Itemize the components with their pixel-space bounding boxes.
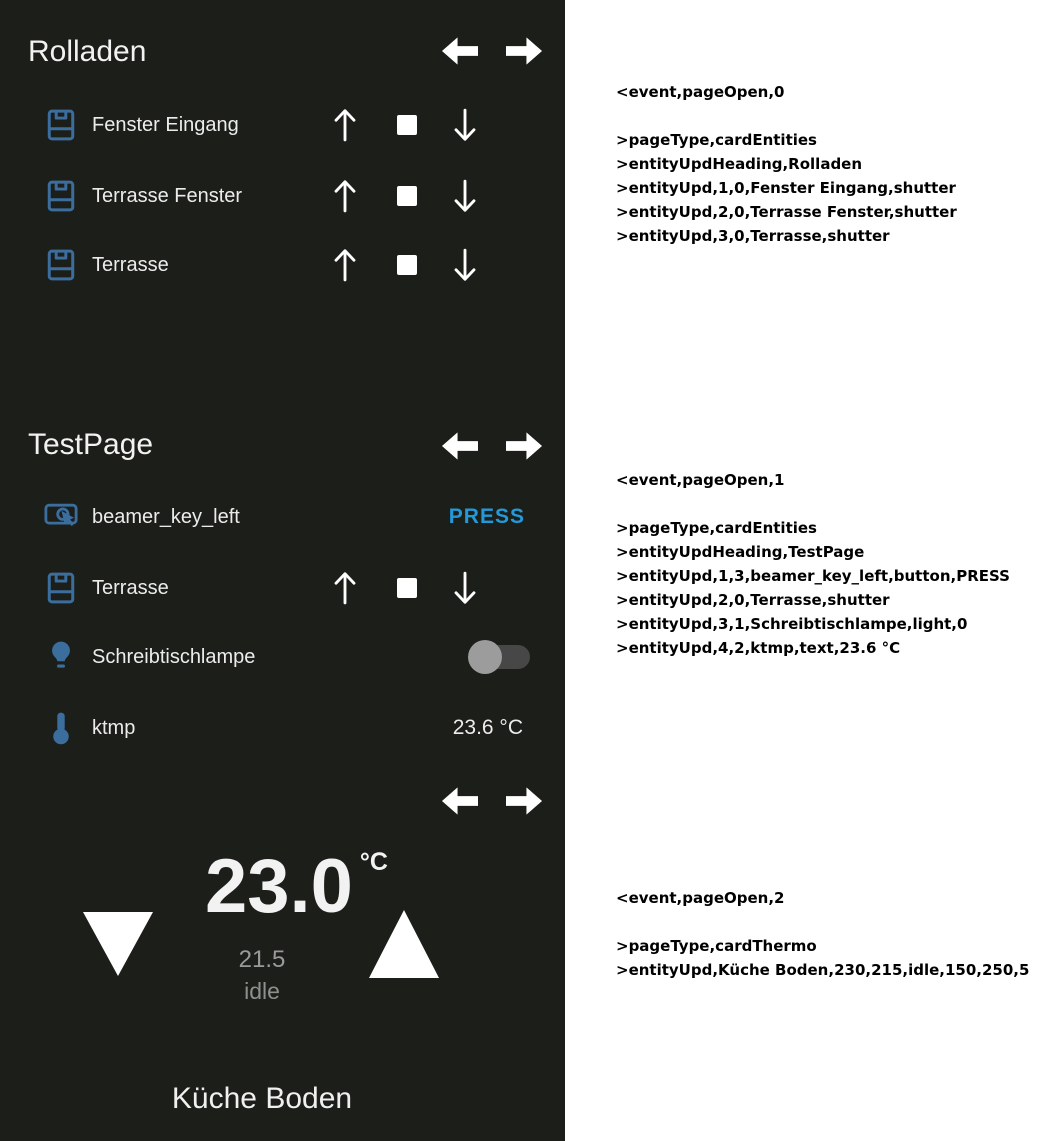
log-line: >entityUpd,1,3,beamer_key_left,button,PRESS: [616, 567, 1010, 585]
nav-arrow-left-icon: [441, 785, 478, 817]
log-line: >entityUpd,3,0,Terrasse,shutter: [616, 227, 890, 245]
card-header: [0, 781, 565, 823]
log-line: >entityUpd,4,2,ktmp,text,23.6 °C: [616, 639, 901, 657]
entity-label: Fenster Eingang: [92, 114, 239, 136]
log-gap: [616, 104, 957, 128]
nav-arrow-right-icon: [506, 785, 543, 817]
log-line: >pageType,cardThermo: [616, 937, 817, 955]
entity-row-beamer-key-left: [0, 495, 565, 539]
log-line: >entityUpd,3,1,Schreibtischlampe,light,0: [616, 615, 968, 633]
toggle-knob: [468, 640, 502, 674]
nav-prev-page-button[interactable]: [441, 35, 478, 67]
nav-arrow-left-icon: [441, 35, 478, 67]
nav-prev-page-button[interactable]: [441, 785, 478, 817]
light-bulb-icon: [44, 635, 78, 679]
current-temperature-value: 23.0: [205, 844, 353, 929]
log-line: >entityUpdHeading,Rolladen: [616, 155, 863, 173]
protocol-log-page0: [616, 80, 957, 248]
log-line: >entityUpd,Küche Boden,230,215,idle,150,250,5: [616, 961, 1030, 979]
shutter-up-button[interactable]: [330, 174, 360, 218]
log-gap: [616, 910, 1029, 934]
protocol-log-page2: [616, 886, 1029, 982]
arrow-down-icon: [452, 178, 478, 214]
page-title: TestPage: [28, 428, 154, 461]
temperature-unit: °C: [359, 848, 388, 876]
shutter-up-button[interactable]: [330, 103, 360, 147]
entity-label: Terrasse: [92, 577, 169, 599]
shutter-stop-button[interactable]: [392, 243, 422, 287]
thermometer-icon: [44, 706, 78, 750]
card-header: [0, 424, 565, 466]
nav-arrow-right-icon: [506, 35, 543, 67]
nav-arrow-right-icon: [506, 430, 543, 462]
nav-arrow-left-icon: [441, 430, 478, 462]
arrow-up-icon: [332, 178, 358, 214]
log-line: >entityUpd,2,0,Terrasse Fenster,shutter: [616, 203, 957, 221]
nav-prev-page-button[interactable]: [441, 430, 478, 462]
gesture-tap-button-icon: [44, 495, 78, 539]
sensor-value: 23.6 °C: [452, 716, 523, 739]
window-shutter-icon: [44, 174, 78, 218]
nav-next-page-button[interactable]: [506, 35, 543, 67]
current-temperature: [205, 844, 388, 929]
entity-label: Schreibtischlampe: [92, 646, 256, 668]
shutter-down-button[interactable]: [450, 174, 480, 218]
light-toggle-switch[interactable]: [474, 645, 530, 669]
thermostat-name: Küche Boden: [171, 1082, 353, 1115]
log-line: >pageType,cardEntities: [616, 519, 817, 537]
log-event-line: <event,pageOpen,0: [616, 83, 785, 101]
entity-row-schreibtischlampe: [0, 635, 565, 679]
entity-row-terrasse: [0, 566, 565, 610]
entity-row-terrasse-fenster: [0, 174, 565, 218]
target-temperature: 21.5: [238, 946, 286, 973]
log-line: >pageType,cardEntities: [616, 131, 817, 149]
entity-label: ktmp: [92, 717, 136, 739]
card-header: [0, 31, 565, 73]
shutter-up-button[interactable]: [330, 566, 360, 610]
window-shutter-icon: [44, 566, 78, 610]
arrow-down-icon: [452, 570, 478, 606]
press-button[interactable]: PRESS: [449, 495, 525, 539]
arrow-down-icon: [452, 107, 478, 143]
arrow-up-icon: [332, 247, 358, 283]
stop-square-icon: [397, 186, 417, 206]
shutter-stop-button[interactable]: [392, 174, 422, 218]
entity-row-fenster-eingang: [0, 103, 565, 147]
stop-square-icon: [397, 115, 417, 135]
log-gap: [616, 492, 1010, 516]
entity-label: beamer_key_left: [92, 506, 240, 528]
entity-row-terrasse: [0, 243, 565, 287]
shutter-stop-button[interactable]: [392, 566, 422, 610]
entity-row-ktmp: [0, 706, 565, 750]
nav-next-page-button[interactable]: [506, 785, 543, 817]
stop-square-icon: [397, 578, 417, 598]
stop-square-icon: [397, 255, 417, 275]
nav-next-page-button[interactable]: [506, 430, 543, 462]
shutter-up-button[interactable]: [330, 243, 360, 287]
shutter-down-button[interactable]: [450, 243, 480, 287]
entity-label: Terrasse Fenster: [92, 185, 243, 207]
log-event-line: <event,pageOpen,2: [616, 889, 785, 907]
protocol-log-page1: [616, 468, 1010, 660]
window-shutter-icon: [44, 243, 78, 287]
page-title: Rolladen: [28, 35, 147, 68]
log-line: >entityUpd,1,0,Fenster Eingang,shutter: [616, 179, 956, 197]
window-shutter-icon: [44, 103, 78, 147]
arrow-up-icon: [332, 107, 358, 143]
shutter-down-button[interactable]: [450, 566, 480, 610]
log-line: >entityUpd,2,0,Terrasse,shutter: [616, 591, 890, 609]
shutter-down-button[interactable]: [450, 103, 480, 147]
arrow-down-icon: [452, 247, 478, 283]
entity-label: Terrasse: [92, 254, 169, 276]
log-line: >entityUpdHeading,TestPage: [616, 543, 865, 561]
arrow-up-icon: [332, 570, 358, 606]
shutter-stop-button[interactable]: [392, 103, 422, 147]
log-event-line: <event,pageOpen,1: [616, 471, 785, 489]
hvac-state: idle: [244, 978, 280, 1004]
